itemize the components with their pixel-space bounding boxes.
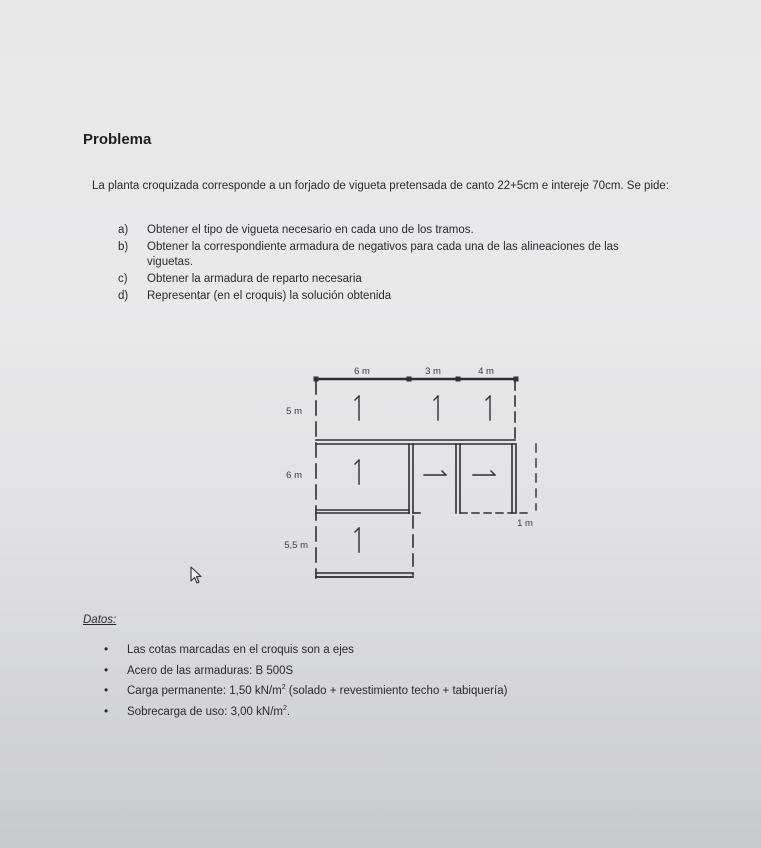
list-item-text: Obtener la correspondiente armadura de negativos para cada una de las alineaciones de las viguetas. [147, 241, 619, 268]
list-item-text: Carga permanente: 1,50 $kN/m^2$ (solado + revestimiento techo + tabiquería) [127, 684, 508, 697]
joist-arrow [355, 396, 359, 420]
bullet-icon: • [104, 703, 109, 718]
bullet-icon: • [104, 683, 109, 697]
list-item [118, 240, 658, 270]
list-marker: a) [118, 224, 129, 236]
problem-intro: La planta croquizada corresponde a un forjado de vigueta pretensada de canto 22+5cm e intereje 70cm. Se pide: [92, 180, 669, 192]
joist-arrow [473, 471, 495, 475]
list-item [118, 289, 658, 304]
joist-arrow [355, 528, 359, 552]
joist-arrow [355, 460, 359, 484]
floor-plan-sketch [270, 360, 570, 590]
dim-label: 1 m [517, 518, 533, 529]
support-node [456, 377, 460, 381]
list-item-text: Obtener el tipo de vigueta necesario en cada uno de los tramos. [147, 224, 474, 236]
list-item-text: Representar (en el croquis) la solución obtenida [147, 290, 392, 302]
list-item-text: Las cotas marcadas en el croquis son a ejes [127, 644, 354, 656]
datos-list [104, 640, 664, 722]
dim-label: 5 m [286, 406, 302, 417]
joist-arrow [486, 396, 490, 420]
problem-title: Problema [83, 131, 152, 148]
task-list [118, 223, 658, 306]
list-item [104, 681, 664, 702]
dim-label: 6 m [354, 366, 370, 377]
list-marker: c) [118, 273, 128, 285]
list-item [104, 640, 664, 661]
list-item-text: Acero de las armaduras: B 500S [127, 664, 294, 677]
list-marker: d) [118, 290, 129, 302]
datos-heading: Datos: [83, 614, 117, 626]
bullet-icon: • [104, 662, 109, 677]
list-item [104, 661, 664, 682]
list-item [118, 223, 658, 238]
list-item [118, 272, 658, 287]
mouse-cursor-icon [189, 566, 205, 586]
dim-label: 5,5 m [284, 540, 308, 551]
list-item-text: Obtener la armadura de reparto necesaria [147, 273, 362, 285]
list-item-text: Sobrecarga de uso: 3,00 $kN/m^2$. [127, 704, 291, 718]
joist-arrow [424, 471, 446, 475]
list-marker: b) [118, 241, 129, 253]
dim-label: 6 m [286, 470, 302, 481]
list-item [104, 702, 664, 723]
dim-label: 4 m [478, 366, 494, 377]
bullet-icon: • [104, 642, 109, 656]
joist-arrow [434, 396, 438, 420]
support-node [407, 377, 411, 381]
dim-label: 3 m [425, 366, 441, 377]
